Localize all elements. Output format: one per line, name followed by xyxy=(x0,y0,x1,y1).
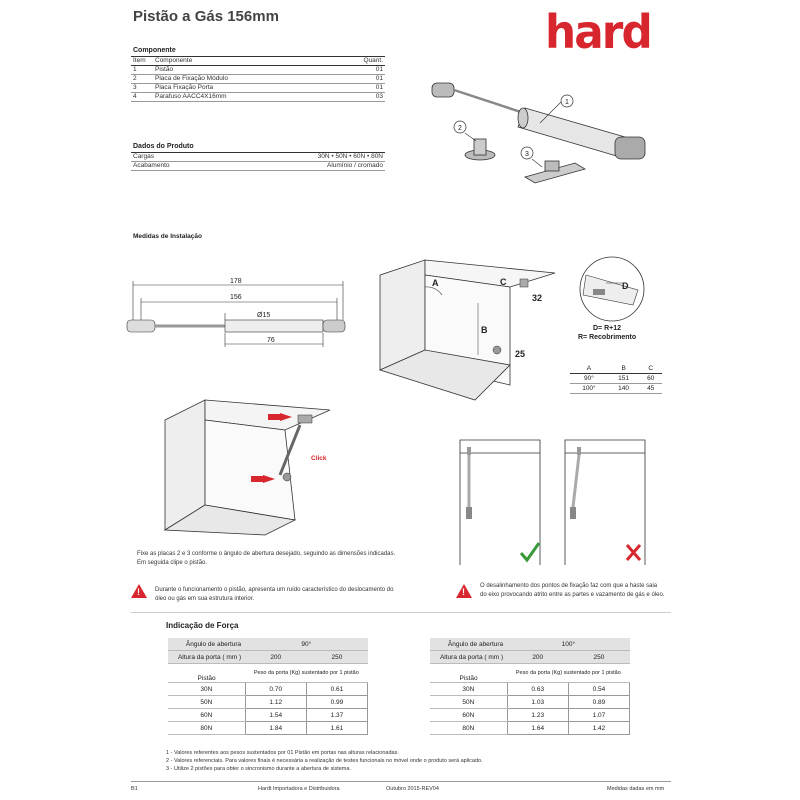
cell: 01 xyxy=(331,84,385,93)
col-header: Componente xyxy=(153,57,331,66)
cell: 1.03 xyxy=(507,696,568,709)
cell: 1.37 xyxy=(306,709,367,722)
note-3: 3 - Utilize 2 pistões para obter o sincronismo durante a abertura de sistema. xyxy=(166,766,351,772)
piston-label: Pistão xyxy=(430,664,507,683)
cell: 1.12 xyxy=(245,696,306,709)
height-value: 250 xyxy=(306,651,367,664)
table-row xyxy=(131,153,385,162)
detail-d-drawing xyxy=(578,255,648,325)
angle-label: Ângulo de abertura xyxy=(168,638,245,651)
table-row xyxy=(430,709,630,722)
cell: 30N xyxy=(430,683,507,696)
alignment-comparison xyxy=(455,435,655,570)
cell: 30N • 50N • 60N • 80N xyxy=(225,153,385,162)
cabinet-clip-drawing xyxy=(155,395,355,535)
cell: 1.42 xyxy=(568,722,629,735)
formula-d: D= R+12 xyxy=(593,325,622,332)
col-header: Quant. xyxy=(331,57,385,66)
cell: 90° xyxy=(584,375,594,382)
cell: 2 xyxy=(131,75,153,84)
label-A: A xyxy=(432,278,439,288)
check-icon xyxy=(521,543,539,560)
fix-instructions: Fixe as placas 2 e 3 conforme o ângulo de abertura desejado, seguindo as dimensões indicadas. Em seguida clipe o pistão. xyxy=(137,551,396,566)
table-row xyxy=(430,696,630,709)
cell: 01 xyxy=(331,66,385,75)
cell: 1 xyxy=(131,66,153,75)
components-table xyxy=(131,56,385,102)
table-row xyxy=(570,384,662,394)
callout-1: 1 xyxy=(565,99,569,106)
cell: Cargas xyxy=(131,153,225,162)
table-row xyxy=(131,75,385,84)
abc-table xyxy=(570,364,662,394)
cell: 1.07 xyxy=(568,709,629,722)
dim-25: 25 xyxy=(515,349,526,359)
angle-value: 100° xyxy=(507,638,629,651)
table-row xyxy=(131,84,385,93)
force-table-100 xyxy=(430,638,630,735)
table-row xyxy=(131,66,385,75)
note-2: 2 - Valores referenciais. Para valores finais é necessária a realização de testes funcionais no móvel onde o produto será aplicado. xyxy=(166,758,483,764)
col-header: B xyxy=(621,365,626,372)
cell: 0.61 xyxy=(306,683,367,696)
table-row xyxy=(570,374,662,384)
table-row xyxy=(131,162,385,171)
cell: Parafuso AACC4X16mm xyxy=(153,93,331,102)
label-C: C xyxy=(500,277,507,287)
height-value: 250 xyxy=(568,651,629,664)
footer-divider xyxy=(131,781,671,782)
col-header: A xyxy=(586,365,592,372)
table-row xyxy=(168,638,368,651)
cell: Pistão xyxy=(153,66,331,75)
formula-r: R= Recobrimento xyxy=(578,334,637,341)
cell: 0.99 xyxy=(306,696,367,709)
col-header: C xyxy=(648,365,654,372)
table-header-row xyxy=(131,57,385,66)
table-header-row xyxy=(570,364,662,374)
cell: 140 xyxy=(618,385,630,392)
warning-icon: ! xyxy=(456,584,472,598)
revision-date: Outubro 2015-REV04 xyxy=(386,786,439,792)
dim-32: 32 xyxy=(532,293,543,303)
table-row xyxy=(168,722,368,735)
table-row xyxy=(430,638,630,651)
cell: Alumínio / cromado xyxy=(225,162,385,171)
cell: 0.63 xyxy=(507,683,568,696)
product-section-title: Dados do Produto xyxy=(133,143,194,150)
cell: 4 xyxy=(131,93,153,102)
cell: 1.61 xyxy=(306,722,367,735)
components-section-title: Componente xyxy=(133,47,176,54)
callout-2: 2 xyxy=(458,125,462,132)
height-value: 200 xyxy=(507,651,568,664)
units-note: Medidas dadas em mm xyxy=(607,786,665,792)
product-table xyxy=(131,152,385,171)
weight-label: Peso da porta (Kg) sustentado por 1 pistão xyxy=(245,664,367,683)
cell: Placa Fixação Porta xyxy=(153,84,331,93)
cell: 60N xyxy=(168,709,245,722)
table-row xyxy=(168,696,368,709)
cell: 0.89 xyxy=(568,696,629,709)
dim-76: 76 xyxy=(267,337,275,344)
cell: 100° xyxy=(582,385,596,392)
table-row xyxy=(168,651,368,664)
cell: Placa de Fixação Módulo xyxy=(153,75,331,84)
callout-3: 3 xyxy=(525,151,529,158)
cell: 80N xyxy=(430,722,507,735)
cell: 1.64 xyxy=(507,722,568,735)
product-illustration xyxy=(420,75,680,195)
cell: 01 xyxy=(331,75,385,84)
dim-diameter-15: Ø15 xyxy=(257,312,271,319)
table-row xyxy=(131,93,385,102)
height-label: Altura da porta ( mm ) xyxy=(430,651,507,664)
warning-noise: Durante o funcionamento o pistão, apresenta um ruído característico do deslocamento do óleo ou gás em sua estrutura interior. xyxy=(155,587,394,602)
cell: 80N xyxy=(168,722,245,735)
divider xyxy=(131,612,671,613)
table-row xyxy=(168,664,368,683)
company-name: Hardt Importadora e Distribuidora xyxy=(258,786,340,792)
force-section-title: Indicação de Força xyxy=(166,621,239,630)
table-row xyxy=(430,664,630,683)
cross-icon xyxy=(627,545,640,560)
cell: 50N xyxy=(168,696,245,709)
cell: 1.54 xyxy=(245,709,306,722)
label-B: B xyxy=(481,325,488,335)
cell: 0.54 xyxy=(568,683,629,696)
cell: 1.23 xyxy=(507,709,568,722)
page-number: B1 xyxy=(131,786,138,792)
height-value: 200 xyxy=(245,651,306,664)
cell: 3 xyxy=(131,84,153,93)
cell: 03 xyxy=(331,93,385,102)
cell: 60 xyxy=(647,375,655,382)
piston-label: Pistão xyxy=(168,664,245,683)
cell: 60N xyxy=(430,709,507,722)
table-row xyxy=(168,709,368,722)
warning-misalignment: O desalinhamento dos pontos de fixação faz com que a haste saia do eixo provocando atrito entre as partes e vazamento de gás e óleo. xyxy=(480,583,665,598)
click-label: Click xyxy=(311,455,327,462)
cell: 45 xyxy=(647,385,655,392)
table-row xyxy=(430,722,630,735)
piston-dimension-drawing xyxy=(125,275,355,355)
table-row xyxy=(430,683,630,696)
cell: 151 xyxy=(618,375,630,382)
cell: 50N xyxy=(430,696,507,709)
height-label: Altura da porta ( mm ) xyxy=(168,651,245,664)
cell: 0.70 xyxy=(245,683,306,696)
page-title: Pistão a Gás 156mm xyxy=(133,8,279,25)
table-row xyxy=(430,651,630,664)
cell: Acabamento xyxy=(131,162,225,171)
table-row xyxy=(168,683,368,696)
angle-label: Ângulo de abertura xyxy=(430,638,507,651)
cell: 30N xyxy=(168,683,245,696)
dim-178: 178 xyxy=(230,278,242,285)
cabinet-dimension-drawing xyxy=(370,255,560,405)
dim-156: 156 xyxy=(230,294,242,301)
brand-logo: hard xyxy=(545,5,651,59)
install-section-title: Medidas de Instalação xyxy=(133,233,202,240)
col-header: Item xyxy=(131,57,153,66)
angle-value: 90° xyxy=(245,638,367,651)
weight-label: Peso da porta (Kg) sustentado por 1 pistão xyxy=(507,664,629,683)
warning-icon: ! xyxy=(131,584,147,598)
note-1: 1 - Valores referentes aos pesos sustentados por 01 Pistão em portas nas alturas relacionadas. xyxy=(166,750,399,756)
force-table-90 xyxy=(168,638,368,735)
label-D: D xyxy=(622,281,629,291)
cell: 1.84 xyxy=(245,722,306,735)
